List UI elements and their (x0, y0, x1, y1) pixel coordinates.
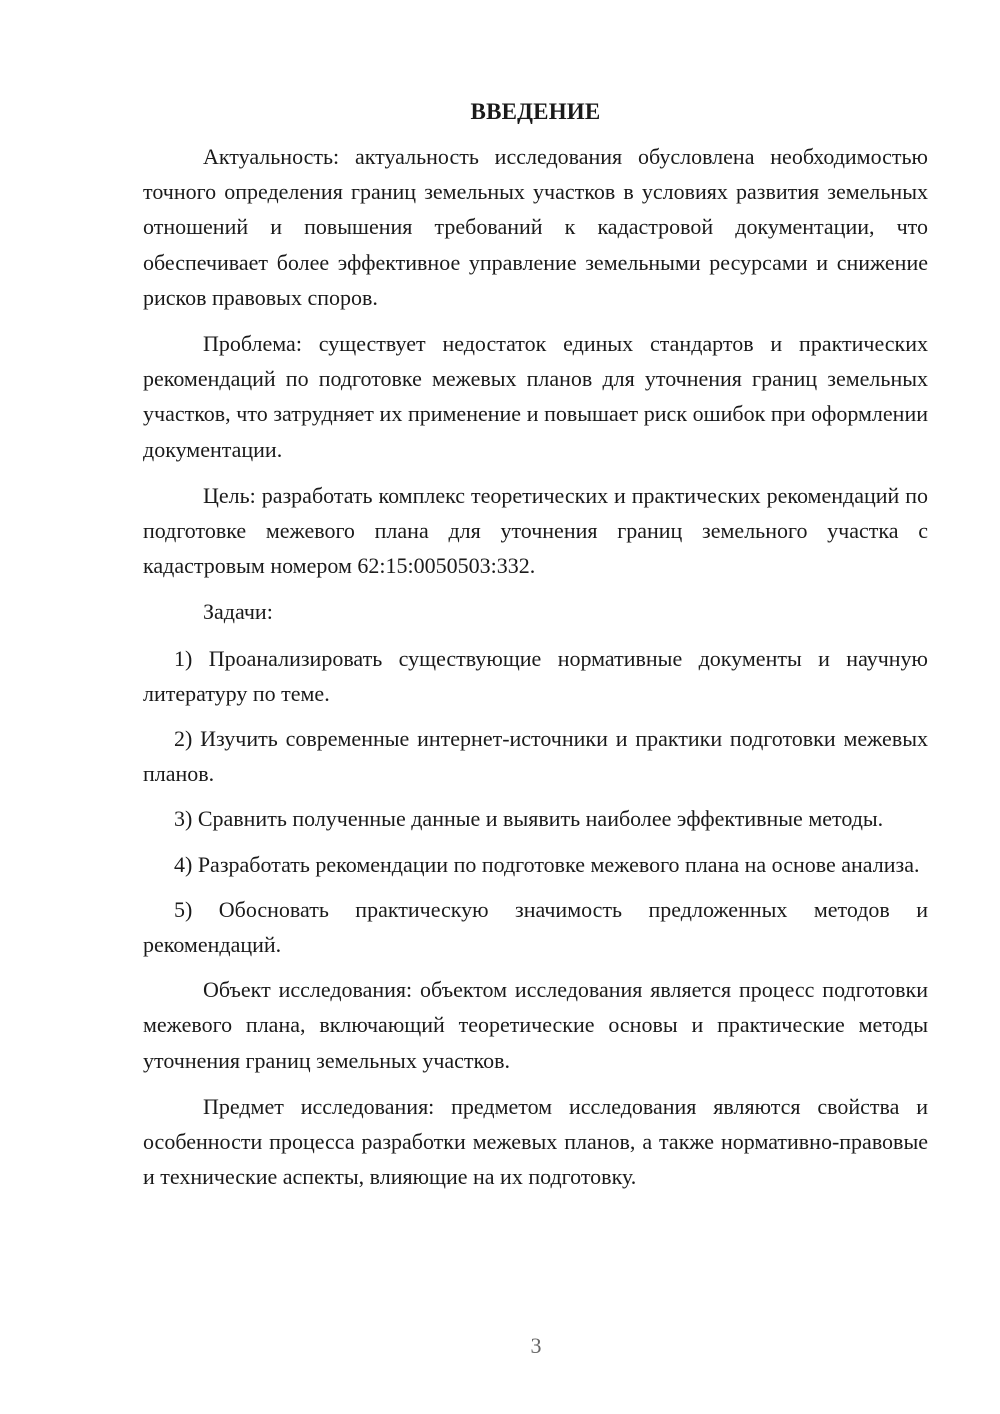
problem-paragraph: Проблема: существует недостаток единых стандартов и практических рекомендаций по подготовке межевых планов для уточнения границ земельных участков, что затрудняет их применение и повышает риск ошибок при оформлении документации. (143, 331, 928, 462)
task-item-3: 3) Сравнить полученные данные и выявить наиболее эффективные методы. (174, 806, 884, 832)
tasks-list (143, 641, 928, 963)
section-title: ВВЕДЕНИЕ (470, 99, 601, 124)
task-item-4: 4) Разработать рекомендации по подготовке межевого плана на основе анализа. (174, 851, 920, 877)
tasks-heading: Задачи: (203, 599, 273, 625)
goal-paragraph: Цель: разработать комплекс теоретических и практических рекомендаций по подготовке межевого плана для уточнения границ земельного участка с кадастровым номером 62:15:0050503:332. (143, 482, 928, 579)
document-page (143, 95, 928, 1194)
object-paragraph: Объект исследования: объектом исследования является процесс подготовки межевого плана, включающий теоретические основы и практические методы уточнения границ земельных участков. (143, 977, 928, 1073)
task-item-2: 2) Изучить современные интернет-источники и практики подготовки межевых планов. (143, 726, 928, 787)
subject-paragraph: Предмет исследования: предметом исследования являются свойства и особенности процесса разработки межевых планов, а также нормативно-правовые и технические аспекты, влияющие на их подготовку. (143, 1093, 928, 1190)
task-item-1: 1) Проанализировать существующие нормативные документы и научную литературу по теме. (143, 645, 928, 706)
relevance-paragraph: Актуальность: актуальность исследования обусловлена необходимостью точного определения границ земельных участков в условиях развития земельных отношений и повышения требований к кадастровой документации, что обеспечивает более эффективное управление земельными ресурсами и снижение рисков правовых споров. (143, 144, 928, 310)
task-item-5: 5) Обосновать практическую значимость предложенных методов и рекомендаций. (143, 896, 928, 958)
page-number: 3 (530, 1333, 542, 1358)
